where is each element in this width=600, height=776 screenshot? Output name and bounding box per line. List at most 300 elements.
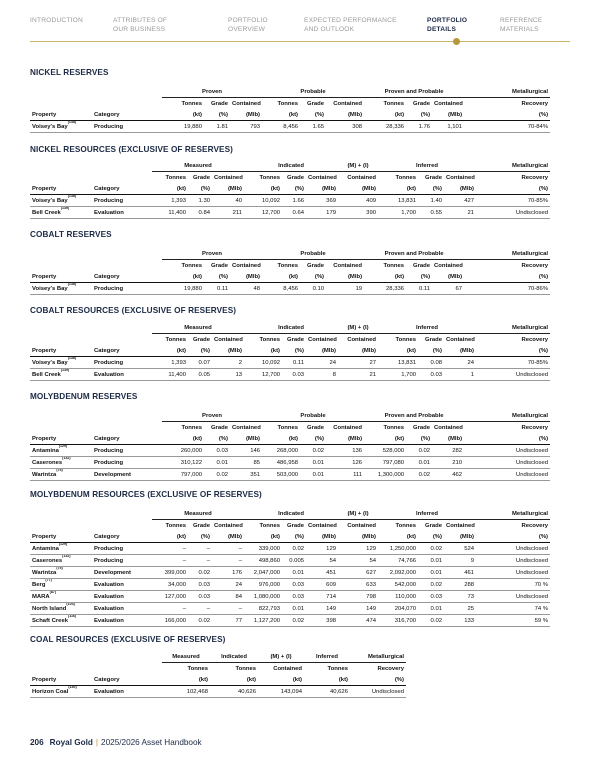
- unit-header: (Mlb): [212, 183, 244, 195]
- value-cell: 627: [338, 567, 378, 579]
- value-cell: 129: [306, 543, 338, 555]
- nav-divider: [30, 41, 570, 42]
- value-cell: 0.84: [188, 207, 212, 219]
- value-cell: 2,092,000: [378, 567, 418, 579]
- property-name: [30, 207, 92, 219]
- property-name: [30, 357, 92, 369]
- col-header: Grade: [286, 336, 305, 343]
- value-cell: 486,958: [262, 457, 300, 469]
- unit-header: (%): [464, 271, 550, 283]
- value-cell: 0.02: [188, 567, 212, 579]
- group-probable: Probable: [262, 86, 364, 98]
- nav-expected-performance[interactable]: [304, 16, 397, 34]
- property-label: Voisey's Bay: [32, 285, 68, 292]
- value-cell: –: [152, 555, 188, 567]
- category-cell: Producing: [92, 543, 152, 555]
- table-cobalt-reserves: [30, 248, 550, 295]
- nav-reference-materials-line2: MATERIALS: [500, 26, 539, 33]
- footnote-ref: (129): [58, 542, 68, 546]
- table-row: [30, 686, 406, 698]
- section-title-cobalt-resources: COBALT RESOURCES (EXCLUSIVE OF RESERVES): [30, 306, 237, 315]
- col-header: Tonnes: [395, 522, 417, 529]
- value-cell: 0.03: [188, 579, 212, 591]
- value-cell: 0.11: [406, 283, 432, 295]
- value-cell: 316,700: [378, 615, 418, 627]
- value-cell: 34,000: [152, 579, 188, 591]
- category-cell: Producing: [92, 357, 152, 369]
- value-cell: 0.03: [418, 369, 444, 381]
- col-header: Recovery: [521, 336, 549, 343]
- value-cell: 793: [230, 121, 262, 133]
- unit-header: (%): [300, 109, 326, 121]
- value-cell: 798: [338, 591, 378, 603]
- table-nickel-resources: [30, 160, 550, 219]
- footnote-ref: (116): [68, 614, 77, 618]
- value-cell: 70 %: [476, 579, 550, 591]
- unit-header: (kt): [244, 345, 282, 357]
- property-name: [30, 615, 92, 627]
- unit-header: (Mlb): [326, 433, 364, 445]
- unit-header: (kt): [262, 271, 300, 283]
- value-cell: 0.01: [300, 469, 326, 481]
- footer-document-title: 2025/2026 Asset Handbook: [101, 738, 202, 747]
- unit-header: (Mlb): [230, 109, 262, 121]
- col-header: Contained: [434, 262, 463, 269]
- col-header: Contained: [273, 665, 302, 672]
- section-title-nickel-resources: NICKEL RESOURCES (EXCLUSIVE OF RESERVES): [30, 145, 233, 154]
- unit-header: (%): [476, 183, 550, 195]
- value-cell: 25: [444, 603, 476, 615]
- nav-reference-materials-line1: REFERENCE: [500, 17, 543, 24]
- unit-header: Property: [30, 271, 92, 283]
- group-proven: Proven: [162, 86, 262, 98]
- page-footer: [30, 738, 202, 747]
- footnote-ref: (132): [62, 554, 71, 558]
- unit-header: (%): [476, 345, 550, 357]
- value-cell: 0.03: [204, 445, 230, 457]
- unit-header: (Mlb): [432, 109, 464, 121]
- unit-header: (kt): [304, 674, 350, 686]
- nav-portfolio-overview[interactable]: [228, 16, 268, 34]
- unit-header: (kt): [162, 433, 204, 445]
- value-cell: 339,000: [244, 543, 282, 555]
- col-header: Contained: [347, 522, 377, 529]
- footnote-ref: (129): [58, 444, 68, 448]
- nav-portfolio-details-line1: PORTFOLIO: [427, 17, 468, 24]
- value-cell: 0.11: [282, 357, 306, 369]
- value-cell: 714: [306, 591, 338, 603]
- unit-header: Category: [92, 109, 162, 121]
- unit-header: (kt): [258, 674, 304, 686]
- col-header: Contained: [333, 100, 363, 107]
- property-name: [30, 283, 92, 295]
- group-probable: Probable: [262, 410, 364, 422]
- table-row: [30, 207, 550, 219]
- value-cell: 102,468: [162, 686, 210, 698]
- col-header: Tonnes: [235, 665, 256, 672]
- property-label: Voisey's Bay: [32, 197, 68, 204]
- col-header: Recovery: [377, 665, 404, 672]
- value-cell: 0.11: [204, 283, 230, 295]
- value-cell: Undisclosed: [464, 445, 550, 457]
- value-cell: 427: [444, 195, 476, 207]
- unit-header: (kt): [262, 109, 300, 121]
- table-row: [30, 567, 550, 579]
- col-header: Grade: [307, 100, 325, 107]
- nav-attributes-line1: ATTRIBUTES OF: [113, 17, 168, 24]
- property-label: Warintza: [32, 471, 57, 478]
- col-header: Contained: [308, 336, 337, 343]
- value-cell: 110,000: [378, 591, 418, 603]
- value-cell: 133: [444, 615, 476, 627]
- table-row: [30, 121, 550, 133]
- col-header: Contained: [434, 424, 463, 431]
- nav-attributes[interactable]: [113, 16, 167, 34]
- group-proven: Proven: [162, 410, 262, 422]
- unit-header: (Mlb): [230, 433, 262, 445]
- value-cell: 10,092: [244, 357, 282, 369]
- value-cell: 136: [326, 445, 364, 457]
- col-header: Contained: [446, 336, 475, 343]
- value-cell: 19,880: [162, 283, 204, 295]
- table-row: [30, 357, 550, 369]
- value-cell: 1,393: [152, 195, 188, 207]
- property-name: [30, 121, 92, 133]
- value-cell: 474: [338, 615, 378, 627]
- value-cell: –: [188, 603, 212, 615]
- value-cell: 48: [230, 283, 262, 295]
- value-cell: 9: [444, 555, 476, 567]
- value-cell: Undisclosed: [476, 369, 550, 381]
- value-cell: 0.02: [418, 543, 444, 555]
- value-cell: 0.64: [282, 207, 306, 219]
- unit-header: (%): [188, 531, 212, 543]
- value-cell: 1,250,000: [378, 543, 418, 555]
- value-cell: 19: [326, 283, 364, 295]
- nav-attributes-line2: OUR BUSINESS: [113, 26, 166, 33]
- value-cell: 633: [338, 579, 378, 591]
- table-molybdenum-resources: [30, 508, 550, 627]
- col-header: Contained: [232, 424, 261, 431]
- col-header: Tonnes: [277, 100, 299, 107]
- value-cell: 8,456: [262, 121, 300, 133]
- group-indicated: Indicated: [210, 651, 258, 663]
- unit-header: (kt): [244, 183, 282, 195]
- property-name: [30, 369, 92, 381]
- property-label: MARA: [32, 593, 50, 600]
- value-cell: 797,000: [162, 469, 204, 481]
- unit-header: (Mlb): [212, 345, 244, 357]
- unit-header: Property: [30, 109, 92, 121]
- unit-header: (Mlb): [432, 433, 464, 445]
- category-cell: Development: [92, 469, 162, 481]
- nav-introduction-line2: INTRODUCTION: [30, 17, 83, 24]
- table-row: [30, 457, 550, 469]
- group-m-plus-i: (M) + (I): [258, 651, 304, 663]
- unit-header: (%): [350, 674, 406, 686]
- unit-header: Property: [30, 345, 92, 357]
- unit-header: (%): [406, 109, 432, 121]
- unit-header: (Mlb): [432, 271, 464, 283]
- col-header: Contained: [232, 262, 261, 269]
- table-nickel-reserves: [30, 86, 550, 133]
- value-cell: 28,336: [364, 121, 406, 133]
- value-cell: 146: [230, 445, 262, 457]
- footnote-ref: (87): [49, 590, 57, 594]
- table-row: [30, 543, 550, 555]
- unit-header: (%): [282, 183, 306, 195]
- value-cell: 70-84%: [464, 121, 550, 133]
- property-label: Warintza: [32, 569, 57, 576]
- value-cell: 0.03: [282, 369, 306, 381]
- value-cell: 8,456: [262, 283, 300, 295]
- unit-header: (kt): [162, 271, 204, 283]
- table-row: [30, 591, 550, 603]
- col-header: Tonnes: [181, 262, 202, 269]
- nav-portfolio-overview-line1: PORTFOLIO: [228, 17, 268, 24]
- col-header: Contained: [434, 100, 463, 107]
- value-cell: 129: [338, 543, 378, 555]
- value-cell: 24: [306, 357, 338, 369]
- unit-header: (Mlb): [306, 345, 338, 357]
- nav-introduction[interactable]: [30, 16, 83, 25]
- value-cell: 0.55: [418, 207, 444, 219]
- unit-header: (%): [188, 183, 212, 195]
- category-cell: Producing: [92, 457, 162, 469]
- value-cell: 74 %: [476, 603, 550, 615]
- value-cell: 54: [306, 555, 338, 567]
- value-cell: 0.01: [204, 457, 230, 469]
- value-cell: 13,831: [378, 357, 418, 369]
- col-header: Tonnes: [259, 336, 281, 343]
- table-row: [30, 195, 550, 207]
- value-cell: 0.01: [418, 555, 444, 567]
- col-header: Contained: [214, 336, 243, 343]
- property-label: Antamina: [32, 447, 59, 454]
- active-nav-indicator: [453, 38, 460, 45]
- col-header: Tonnes: [277, 424, 299, 431]
- nav-expected-performance-line1: EXPECTED PERFORMANCE: [304, 17, 397, 24]
- property-label: Caserones: [32, 557, 63, 564]
- value-cell: 19,880: [162, 121, 204, 133]
- value-cell: 1,101: [432, 121, 464, 133]
- value-cell: 0.05: [188, 369, 212, 381]
- property-label: Voisey's Bay: [32, 359, 68, 366]
- col-header: Grade: [192, 174, 210, 181]
- group-inferred: Inferred: [304, 651, 350, 663]
- value-cell: 1,127,200: [244, 615, 282, 627]
- value-cell: 10,092: [244, 195, 282, 207]
- col-header: Tonnes: [383, 424, 405, 431]
- value-cell: 12,700: [244, 207, 282, 219]
- group-metallurgical: Metallurgical: [464, 410, 550, 422]
- col-header: Grade: [210, 100, 228, 107]
- col-header: Recovery: [521, 522, 549, 529]
- category-cell: Evaluation: [92, 369, 152, 381]
- value-cell: 542,000: [378, 579, 418, 591]
- unit-header: (%): [282, 531, 306, 543]
- group-inferred: Inferred: [378, 508, 476, 520]
- col-header: Grade: [210, 424, 228, 431]
- footnote-ref: (140): [68, 685, 77, 689]
- unit-header: Category: [92, 531, 152, 543]
- value-cell: 1.66: [282, 195, 306, 207]
- value-cell: 0.01: [418, 603, 444, 615]
- footnote-ref: (139): [60, 206, 70, 210]
- group-proven-and-probable: Proven and Probable: [364, 410, 464, 422]
- value-cell: 1,393: [152, 357, 188, 369]
- col-header: Grade: [413, 262, 431, 269]
- value-cell: 149: [306, 603, 338, 615]
- col-header: Grade: [286, 174, 305, 181]
- value-cell: 0.005: [282, 555, 306, 567]
- unit-header: (Mlb): [444, 345, 476, 357]
- value-cell: 166,000: [152, 615, 188, 627]
- col-header: Grade: [424, 174, 443, 181]
- group-indicated: Indicated: [244, 160, 338, 172]
- value-cell: 0.01: [282, 567, 306, 579]
- property-name: [30, 603, 92, 615]
- unit-header: (Mlb): [306, 183, 338, 195]
- value-cell: –: [212, 555, 244, 567]
- value-cell: 268,000: [262, 445, 300, 457]
- group-measured: Measured: [152, 160, 244, 172]
- group-measured: Measured: [152, 508, 244, 520]
- footnote-ref: (132): [62, 456, 71, 460]
- unit-header: (%): [300, 271, 326, 283]
- value-cell: 308: [326, 121, 364, 133]
- col-header: Recovery: [521, 100, 549, 107]
- value-cell: 351: [230, 469, 262, 481]
- table-row: [30, 579, 550, 591]
- col-header: Contained: [308, 174, 337, 181]
- category-cell: Evaluation: [92, 603, 152, 615]
- value-cell: 24: [212, 579, 244, 591]
- value-cell: 1.40: [418, 195, 444, 207]
- category-cell: Evaluation: [92, 579, 152, 591]
- value-cell: 67: [432, 283, 464, 295]
- value-cell: 59 %: [476, 615, 550, 627]
- unit-header: (Mlb): [306, 531, 338, 543]
- value-cell: 528,000: [364, 445, 406, 457]
- value-cell: 524: [444, 543, 476, 555]
- value-cell: 40,626: [210, 686, 258, 698]
- unit-header: Property: [30, 433, 92, 445]
- unit-header: (Mlb): [338, 531, 378, 543]
- group-m-plus-i: (M) + (I): [338, 322, 378, 334]
- col-header: Grade: [413, 100, 431, 107]
- value-cell: 1: [444, 369, 476, 381]
- col-header: Tonnes: [259, 522, 281, 529]
- value-cell: –: [212, 543, 244, 555]
- unit-header: (Mlb): [326, 271, 364, 283]
- property-name: [30, 579, 92, 591]
- value-cell: 0.02: [418, 615, 444, 627]
- value-cell: 54: [338, 555, 378, 567]
- value-cell: 143,094: [258, 686, 304, 698]
- col-header: Tonnes: [181, 100, 202, 107]
- nav-portfolio-details[interactable]: [427, 16, 467, 34]
- value-cell: 21: [444, 207, 476, 219]
- col-header: Contained: [333, 424, 363, 431]
- category-cell: Evaluation: [92, 591, 152, 603]
- col-header: Contained: [446, 174, 475, 181]
- property-name: [30, 445, 92, 457]
- value-cell: 0.03: [282, 591, 306, 603]
- category-cell: Producing: [92, 195, 152, 207]
- col-header: Grade: [413, 424, 431, 431]
- category-cell: Producing: [92, 555, 152, 567]
- unit-header: (kt): [152, 531, 188, 543]
- unit-header: (%): [204, 271, 230, 283]
- unit-header: (%): [204, 109, 230, 121]
- value-cell: 1,300,000: [364, 469, 406, 481]
- value-cell: 11,400: [152, 207, 188, 219]
- unit-header: (kt): [152, 345, 188, 357]
- unit-header: (kt): [162, 674, 210, 686]
- value-cell: 176: [212, 567, 244, 579]
- col-header: Contained: [446, 522, 475, 529]
- unit-header: (kt): [378, 183, 418, 195]
- value-cell: 40: [212, 195, 244, 207]
- table-cobalt-resources: [30, 322, 550, 381]
- value-cell: 21: [338, 369, 378, 381]
- value-cell: –: [212, 603, 244, 615]
- col-header: Grade: [307, 262, 325, 269]
- value-cell: 211: [212, 207, 244, 219]
- col-header: Tonnes: [277, 262, 299, 269]
- group-indicated: Indicated: [244, 508, 338, 520]
- property-label: Bell Creek: [32, 371, 61, 378]
- value-cell: 0.03: [282, 579, 306, 591]
- unit-header: (%): [300, 433, 326, 445]
- value-cell: 409: [338, 195, 378, 207]
- section-title-nickel-reserves: NICKEL RESERVES: [30, 68, 109, 77]
- group-proven-and-probable: Proven and Probable: [364, 248, 464, 260]
- unit-header: Category: [92, 674, 162, 686]
- property-name: [30, 457, 92, 469]
- value-cell: 210: [432, 457, 464, 469]
- section-title-molybdenum-reserves: MOLYBDENUM RESERVES: [30, 392, 138, 401]
- property-name: [30, 543, 92, 555]
- value-cell: 462: [432, 469, 464, 481]
- col-header: Tonnes: [395, 174, 417, 181]
- value-cell: 0.01: [282, 603, 306, 615]
- value-cell: 204,070: [378, 603, 418, 615]
- unit-header: Category: [92, 183, 152, 195]
- property-name: [30, 469, 92, 481]
- value-cell: 260,000: [162, 445, 204, 457]
- unit-header: (%): [204, 433, 230, 445]
- col-header: Tonnes: [165, 336, 186, 343]
- col-header: Tonnes: [383, 262, 405, 269]
- section-title-cobalt-reserves: COBALT RESERVES: [30, 230, 112, 239]
- property-label: North Island: [32, 605, 67, 612]
- category-cell: Evaluation: [92, 207, 152, 219]
- property-label: Schaft Creek: [32, 617, 69, 624]
- property-name: [30, 686, 92, 698]
- value-cell: –: [152, 543, 188, 555]
- section-title-molybdenum-resources: MOLYBDENUM RESOURCES (EXCLUSIVE OF RESERVES): [30, 490, 262, 499]
- value-cell: 797,080: [364, 457, 406, 469]
- nav-reference-materials[interactable]: [500, 16, 542, 34]
- group-measured: Measured: [162, 651, 210, 663]
- value-cell: 74,766: [378, 555, 418, 567]
- group-probable: Probable: [262, 248, 364, 260]
- col-header: Grade: [210, 262, 228, 269]
- unit-header: (%): [464, 109, 550, 121]
- unit-header: (%): [188, 345, 212, 357]
